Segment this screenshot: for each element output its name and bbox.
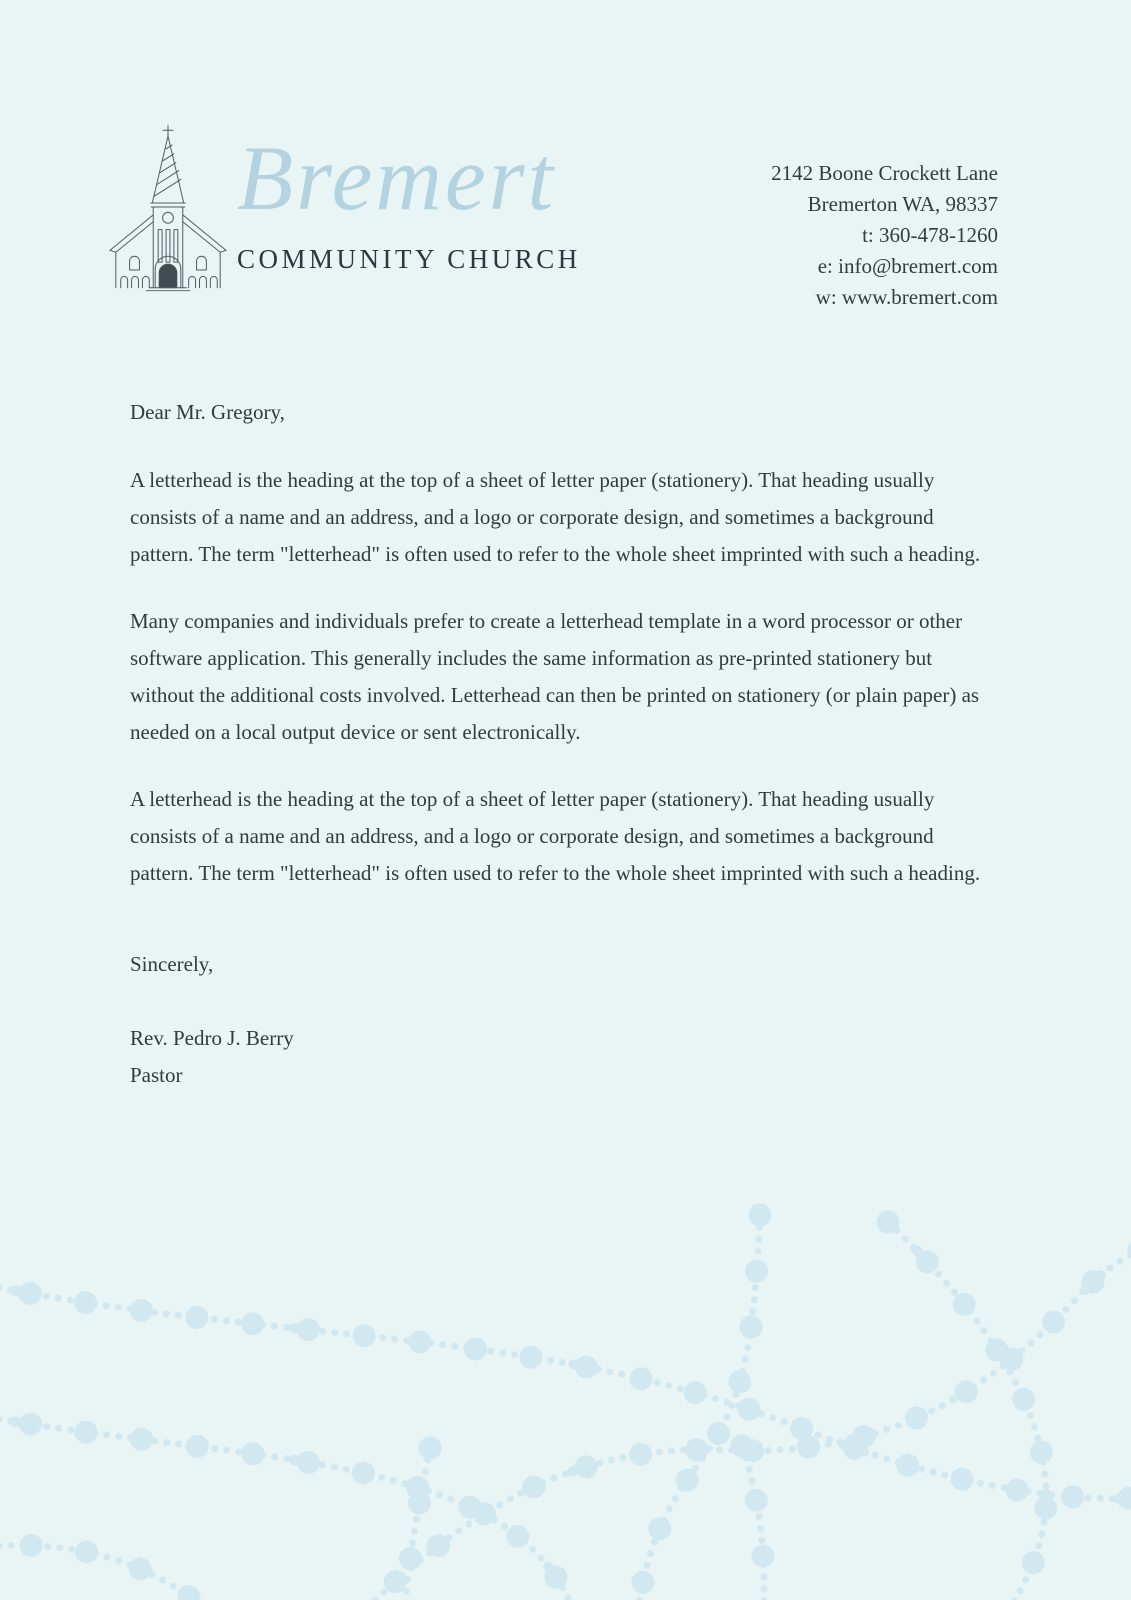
brand-subtitle: COMMUNITY CHURCH (237, 244, 581, 274)
brand-block (237, 128, 581, 275)
contact-email: e: info@bremert.com (817, 254, 998, 278)
paragraph: A letterhead is the heading at the top of a sheet of letter paper (stationery). That heading usually consists of a name and an address, and a logo or corporate design, and sometimes a background pattern. The term "letterhead" is often used to refer to the whole sheet imprinted with such a heading. (130, 468, 981, 566)
church-illustration-icon (104, 122, 232, 292)
closing: Sincerely, (130, 952, 214, 976)
brand-script-name: Bremert (237, 127, 557, 229)
paragraph: Many companies and individuals prefer to create a letterhead template in a word processor or other software application. This generally includes the same information as pre-printed stationery but without the additional costs involved. Letterhead can then be printed on stationery (or plain paper) as needed on a local output device or sent electronically. (130, 609, 980, 744)
letter-body (130, 394, 982, 1094)
contact-phone: t: 360-478-1260 (862, 223, 998, 247)
contact-address-line-1: 2142 Boone Crockett Lane (771, 161, 998, 185)
contact-address-line-2: Bremerton WA, 98337 (807, 192, 998, 216)
salutation: Dear Mr. Gregory, (130, 400, 285, 424)
signature-title: Pastor (130, 1063, 183, 1087)
contact-website: w: www.bremert.com (815, 285, 998, 309)
contact-block (771, 158, 998, 313)
signature-name: Rev. Pedro J. Berry (130, 1026, 294, 1050)
paragraph: A letterhead is the heading at the top of a sheet of letter paper (stationery). That heading usually consists of a name and an address, and a logo or corporate design, and sometimes a background pattern. The term "letterhead" is often used to refer to the whole sheet imprinted with such a heading. (130, 787, 981, 885)
